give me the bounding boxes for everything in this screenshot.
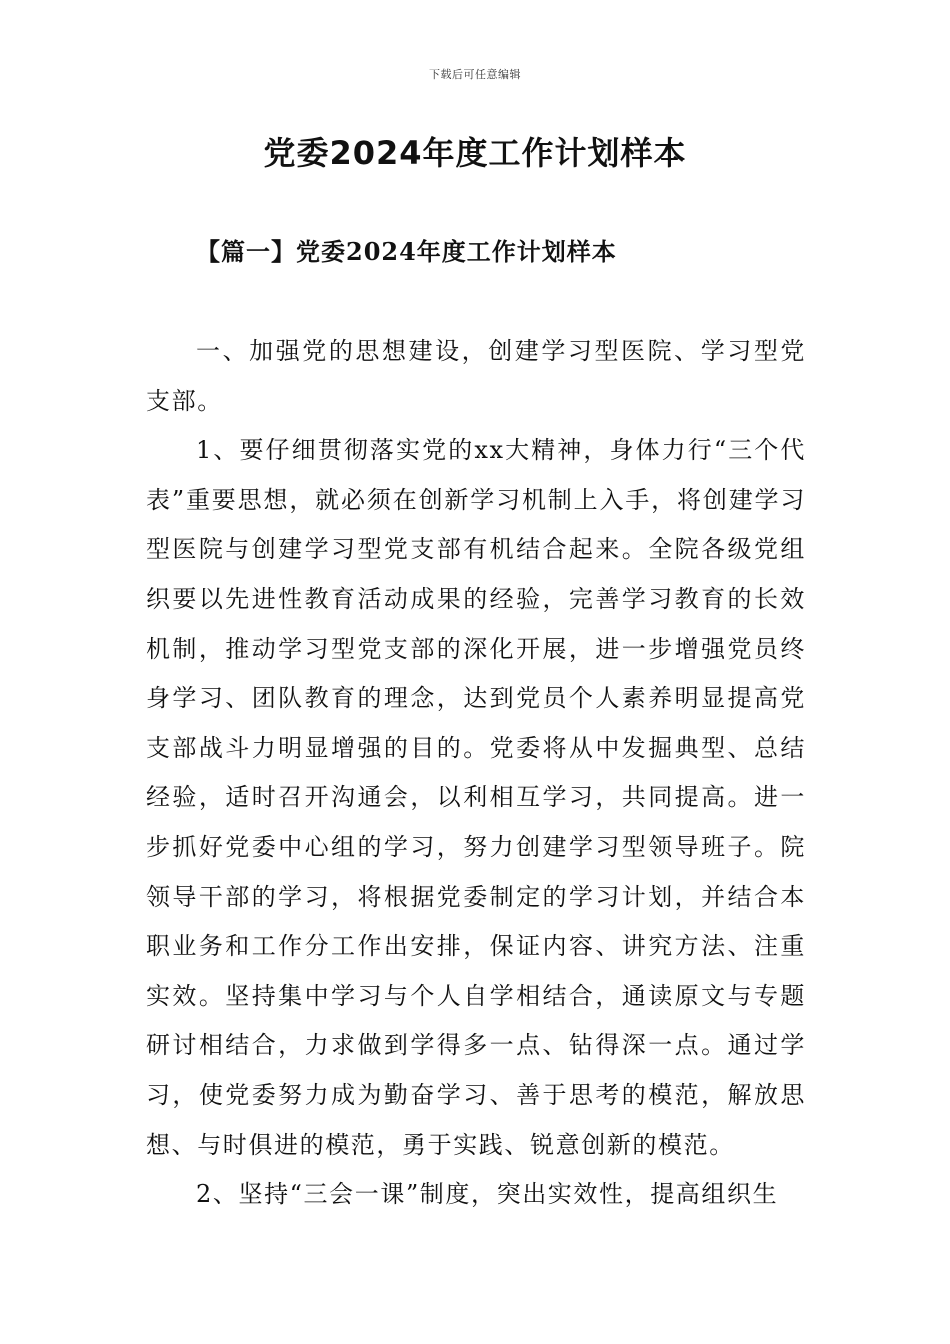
document-body — [146, 327, 806, 1220]
header-note: 下载后可任意编辑 — [429, 68, 521, 81]
section-heading: 【篇一】党委2024年度工作计划样本 — [196, 237, 617, 266]
paragraph-item-1: 1、要仔细贯彻落实党的xx大精神，身体力行“三个代表”重要思想，就必须在创新学习机制上入手，将创建学习型医院与创建学习型党支部有机结合起来。全院各级党组织要以先进性教育活动成果的经验，完善学习教育的长效机制，推动学习型党支部的深化开展，进一步增强党员终身学习、团队教育的理念，达到党员个人素养明显提高党支部战斗力明显增强的目的。党委将从中发掘典型、总结经验，适时召开沟通会，以利相互学习，共同提高。进一步抓好党委中心组的学习，努力创建学习型领导班子。院领导干部的学习，将根据党委制定的学习计划，并结合本职业务和工作分工作出安排，保证内容、讲究方法、注重实效。坚持集中学习与个人自学相结合，通读原文与专题研讨相结合，力求做到学得多一点、钻得深一点。通过学习，使党委努力成为勤奋学习、善于思考的模范，解放思想、与时俱进的模范，勇于实践、锐意创新的模范。 — [146, 436, 806, 1159]
document-title: 党委2024年度工作计划样本 — [263, 134, 687, 172]
paragraph-section-one: 一、加强党的思想建设，创建学习型医院、学习型党支部。 — [146, 337, 806, 415]
paragraph-item-2: 2、坚持“三会一课”制度，突出实效性，提高组织生 — [196, 1180, 779, 1209]
